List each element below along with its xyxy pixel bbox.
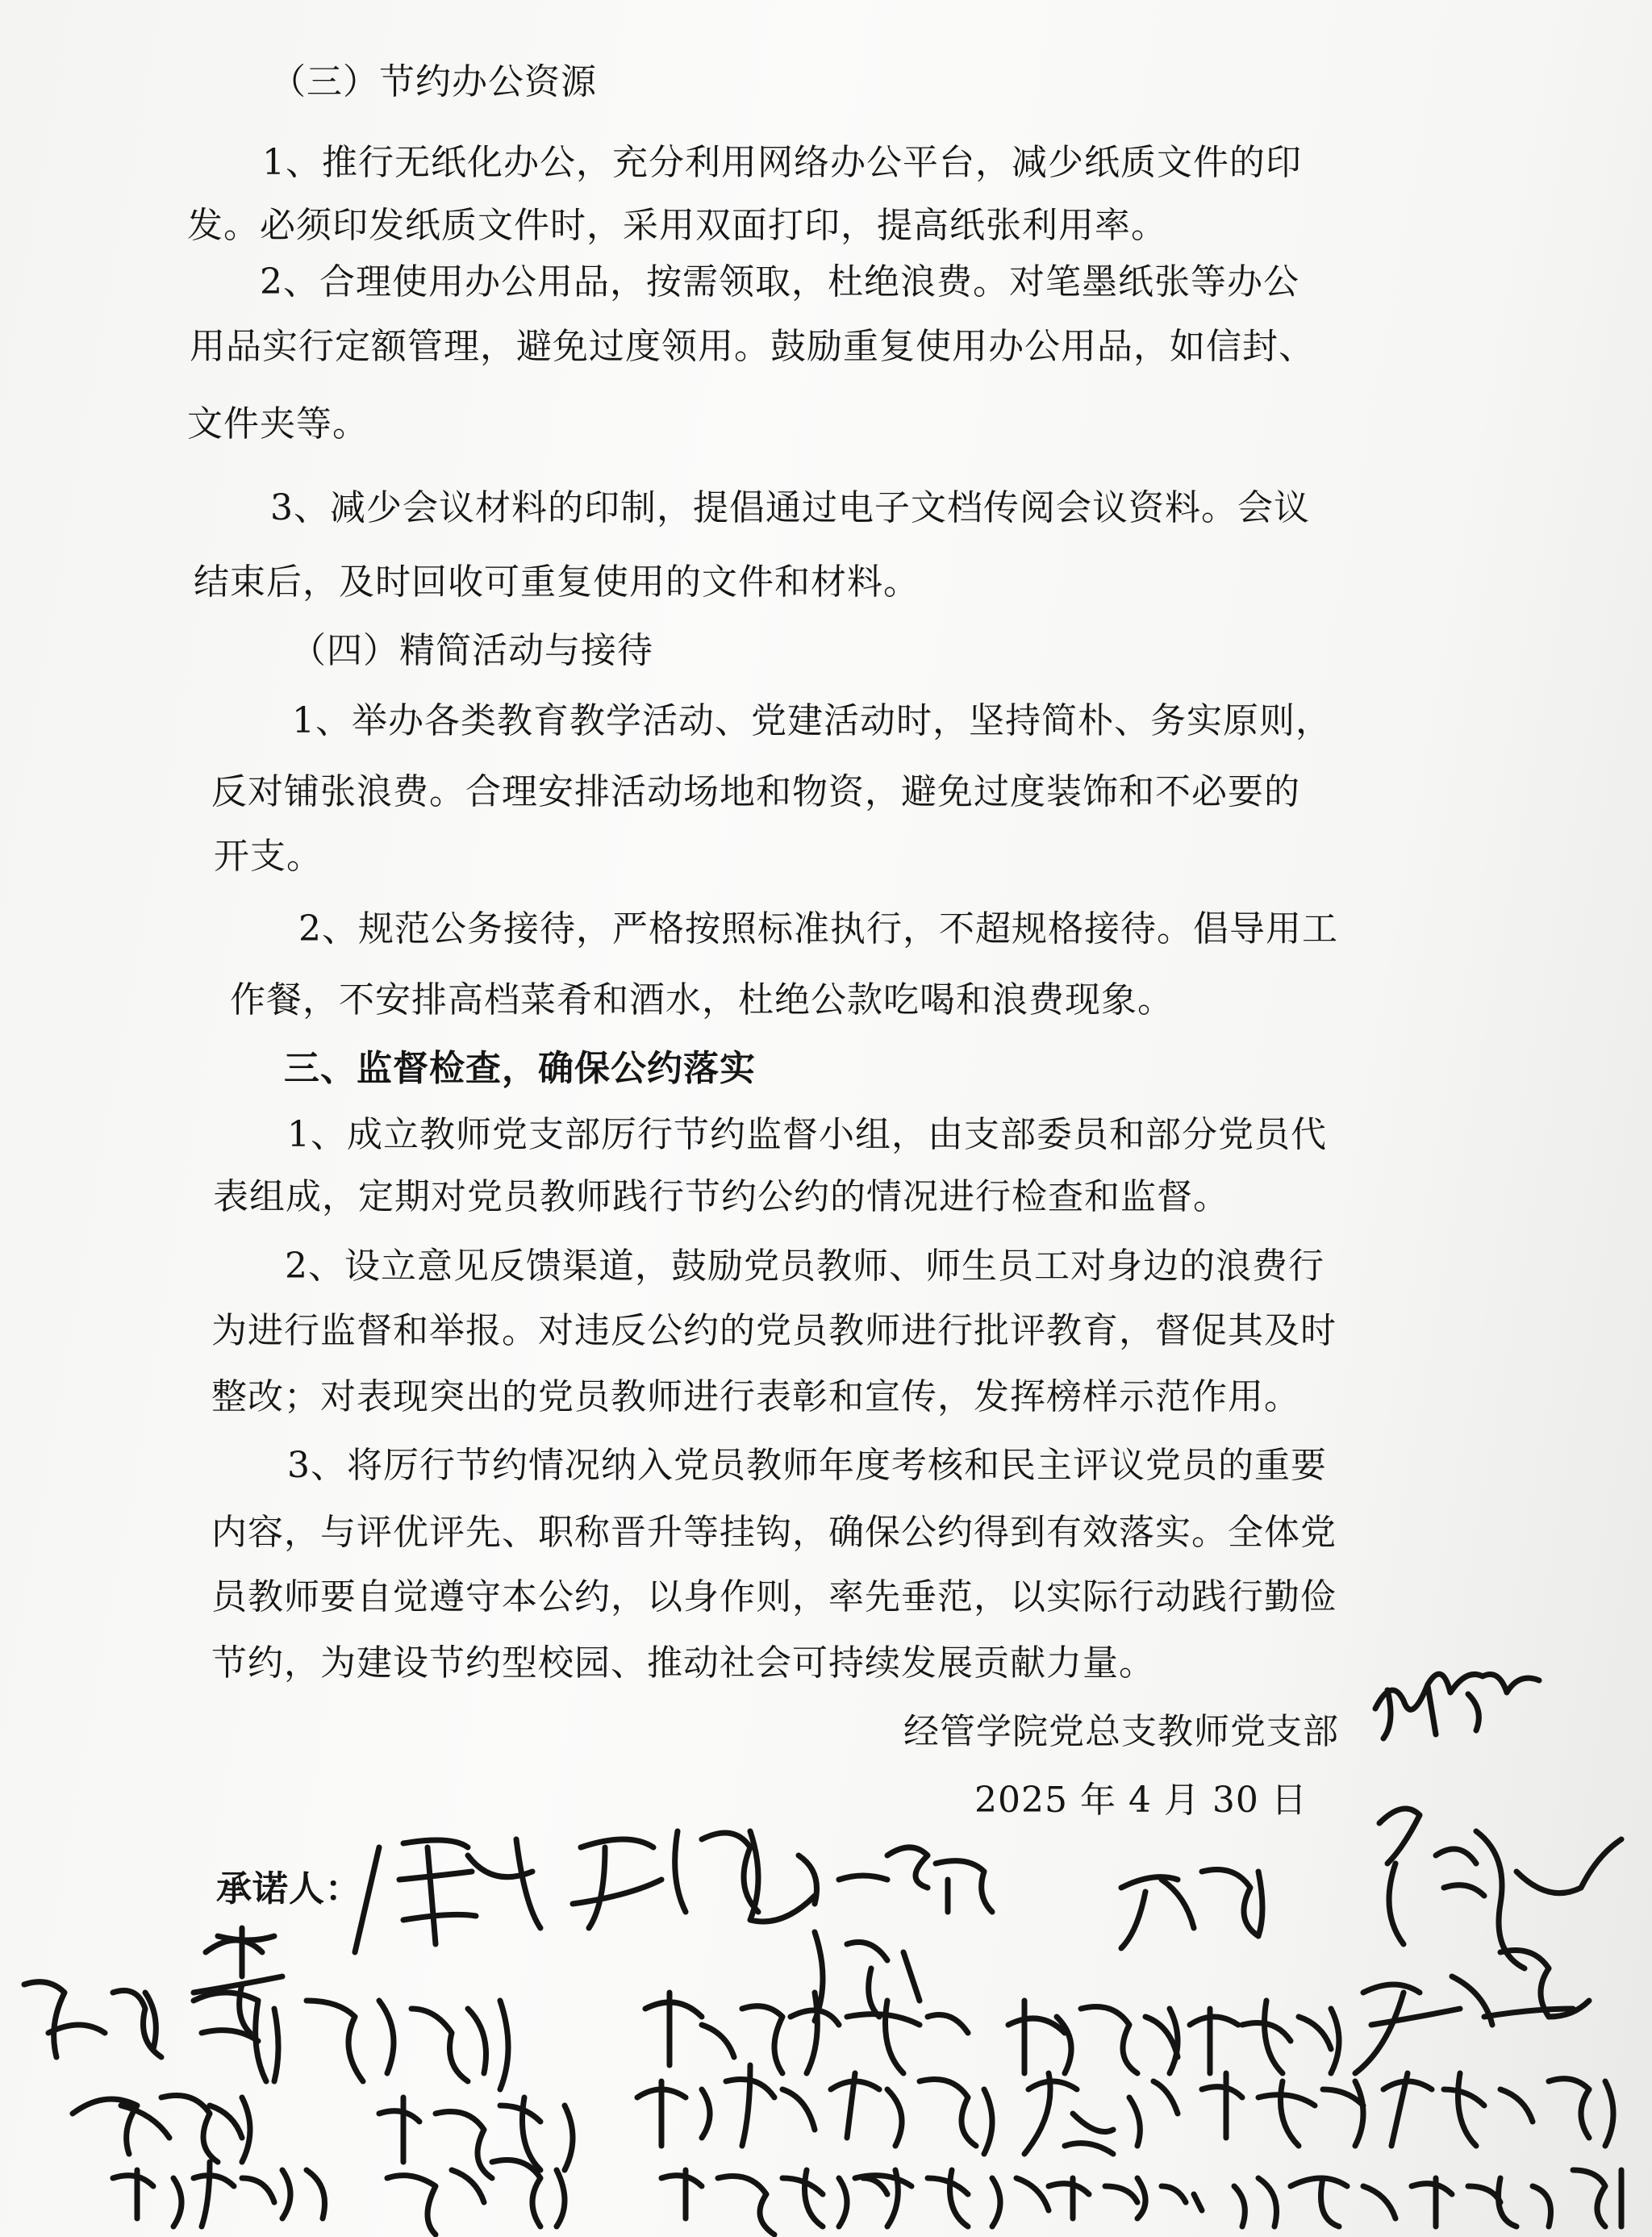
section-heading-save-office-resources: （三）节约办公资源 <box>270 61 597 102</box>
signature <box>24 1982 161 2057</box>
paragraph-line: 2、设立意见反馈渠道，鼓励党员教师、师生员工对身边的浪费行 <box>285 1246 1325 1287</box>
paragraph-line: 1、推行无纸化办公，充分利用网络办公平台，减少纸质文件的印 <box>262 142 1302 183</box>
paragraph-line: 发。必须印发纸质文件时，采用双面打印，提高纸张利用率。 <box>187 205 1167 246</box>
part-heading-supervision: 三、监督检查，确保公约落实 <box>284 1048 756 1089</box>
signature <box>831 2073 992 2154</box>
signature <box>1008 2001 1178 2073</box>
paragraph-line: 作餐，不安排高档菜肴和酒水，杜绝公款吃喝和浪费现象。 <box>230 979 1174 1020</box>
paragraph-line: 1、成立教师党支部厉行节约监督小组，由支部委员和部分党员代 <box>287 1114 1327 1155</box>
paragraph-line: 为进行监督和举报。对违反公约的党员教师进行批评教育，督促其及时 <box>211 1310 1337 1351</box>
organization-name: 经管学院党总支教师党支部 <box>903 1711 1339 1752</box>
signature <box>815 1932 920 2021</box>
signature <box>1234 2178 1395 2227</box>
signature <box>1121 1870 1262 1949</box>
paragraph-line: 2、合理使用办公用品，按需领取，杜绝浪费。对笔墨纸张等办公 <box>260 261 1299 303</box>
paragraph-line: 3、将厉行节约情况纳入党员教师年度考核和民主评议党员的重要 <box>287 1445 1327 1486</box>
signature <box>1049 2178 1202 2218</box>
signature <box>1355 1951 1589 2074</box>
paragraph-line: 开支。 <box>214 836 323 877</box>
paragraph-line: 整改；对表现突出的党员教师进行表彰和宣传，发挥榜样示范作用。 <box>211 1376 1300 1417</box>
signature <box>113 2162 325 2227</box>
paragraph-line: 内容，与评优评先、职称晋升等挂钩，确保公约得到有效落实。全体党 <box>211 1512 1337 1553</box>
signature <box>645 1993 968 2073</box>
paragraph-line: 3、减少会议材料的印制，提倡通过电子文档传阅会议资料。会议 <box>270 487 1310 528</box>
paragraph-line: 用品实行定额管理，避免过度领用。鼓励重复使用办公用品，如信封、 <box>190 326 1315 367</box>
paragraph-line: 表组成，定期对党员教师践行节约公约的情况进行检查和监督。 <box>213 1176 1229 1217</box>
signature-secretary <box>1375 1674 1539 1738</box>
paragraph-line: 结束后，及时回收可重复使用的文件和材料。 <box>194 561 920 603</box>
signature <box>839 1847 992 1912</box>
paragraph-line: 文件夹等。 <box>187 403 369 444</box>
signature <box>1202 2073 1363 2146</box>
section-heading-simplify-activities: （四）精简活动与接待 <box>290 630 653 671</box>
signature <box>1190 2001 1339 2073</box>
signature <box>194 1928 282 2033</box>
signature <box>387 2160 565 2235</box>
signature <box>1412 2170 1621 2227</box>
signature <box>1024 2073 1178 2154</box>
signature <box>379 2097 573 2178</box>
signature <box>73 2096 250 2163</box>
signature <box>573 1831 817 1928</box>
signature <box>1383 2073 1613 2146</box>
signature <box>637 2065 815 2146</box>
paragraph-line: 反对铺张浪费。合理安排活动场地和物资，避免过度装饰和不必要的 <box>211 771 1300 812</box>
paragraph-line: 2、规范公务接待，严格按照标准执行，不超规格接待。倡导用工 <box>298 908 1338 949</box>
paragraph-line: 节约，为建设节约型校园、推动社会可持续发展贡献力量。 <box>211 1642 1155 1684</box>
paragraph-line: 员教师要自觉遵守本公约，以身作则，率先垂范，以实际行动践行勤俭 <box>211 1576 1337 1617</box>
signature <box>1379 1809 1621 1968</box>
signature <box>855 2170 1049 2227</box>
signature <box>355 1839 540 1952</box>
document-date: 2025 年 4 月 30 日 <box>974 1780 1308 1821</box>
paragraph-line: 1、举办各类教育教学活动、党建活动时，坚持简朴、务实原则， <box>292 700 1332 741</box>
pledger-label: 承诺人： <box>216 1868 361 1909</box>
